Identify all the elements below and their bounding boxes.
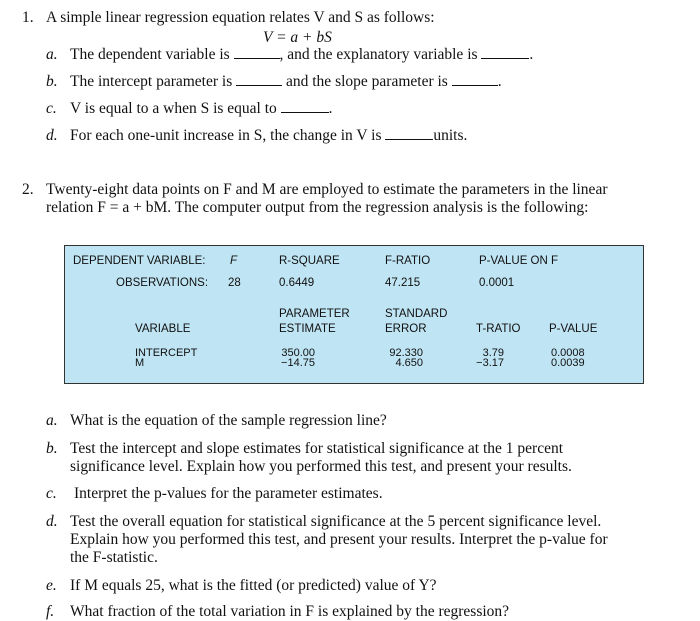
rsq-label: R-SQUARE xyxy=(279,255,340,267)
q2d-line2: Explain how you performed this test, and present your results. Interpret the p-value for xyxy=(70,531,608,548)
row-m-t: −3.17 xyxy=(476,357,504,369)
q1a-blank2[interactable] xyxy=(481,46,529,59)
q2a-text: What is the equation of the sample regression line? xyxy=(70,412,387,429)
q1d-line xyxy=(70,127,467,145)
q1b-line xyxy=(70,73,502,91)
q2-number: 2. xyxy=(22,181,34,198)
q1b-text1: The intercept parameter is xyxy=(70,73,233,90)
q1a-text1: The dependent variable is xyxy=(70,46,230,63)
q1d-text2: units. xyxy=(433,127,468,144)
q1c-text3: . xyxy=(328,100,333,117)
q1b-blank1[interactable] xyxy=(236,73,282,86)
col-param-line1: PARAMETER xyxy=(279,308,350,320)
obs-value: 28 xyxy=(228,277,241,289)
q2-intro-line1: Twenty-eight data points on F and M are employed to estimate the parameters in the linear xyxy=(46,181,608,198)
q1c-blank1[interactable] xyxy=(281,100,329,113)
q2e-text: If M equals 25, what is the fitted (or predicted) value of Y? xyxy=(70,577,437,594)
row-intercept-estimate: 350.00 xyxy=(281,347,315,359)
q1a-label: a. xyxy=(46,46,58,63)
fratio-label: F-RATIO xyxy=(385,255,431,267)
q2d-label: d. xyxy=(46,513,58,530)
fratio-value: 47.215 xyxy=(385,277,421,289)
col-t-ratio: T-RATIO xyxy=(476,323,521,335)
q2a-label: a. xyxy=(46,412,58,429)
q1-number: 1. xyxy=(22,9,34,26)
q2f-text: What fraction of the total variation in F is explained by the regression? xyxy=(70,603,510,620)
row-intercept-se: 92.330 xyxy=(389,347,423,359)
q1b-text2: and the slope parameter is xyxy=(286,73,448,90)
rsq-value: 0.6449 xyxy=(279,277,315,289)
q2c-label: c. xyxy=(46,485,57,502)
dep-var-value: F xyxy=(230,255,238,267)
q1a-text2: , and the explanatory variable is xyxy=(279,46,478,63)
q1b-label: b. xyxy=(46,73,58,90)
q1c-line xyxy=(70,100,333,118)
q2b-line2: significance level. Explain how you performed this test, and present your results. xyxy=(70,458,572,475)
row-m-estimate: −14.75 xyxy=(281,357,315,369)
col-se-line1: STANDARD xyxy=(385,308,448,320)
row-intercept-p: 0.0008 xyxy=(551,347,585,359)
col-p-value: P-VALUE xyxy=(549,323,598,335)
q1a-text3: . xyxy=(529,46,534,63)
p-value-f-value: 0.0001 xyxy=(479,277,515,289)
q1d-text1: For each one-unit increase in S, the change in V is xyxy=(70,127,382,144)
q1b-text3: . xyxy=(497,73,502,90)
q2d-line1: Test the overall equation for statistical significance at the 5 percent significance level. xyxy=(70,513,602,530)
q2-intro-line2: relation F = a + bM. The computer output from the regression analysis is the following: xyxy=(46,199,589,216)
q1-equation: V = a + bS xyxy=(263,29,332,46)
regression-output-table xyxy=(64,245,644,384)
p-value-f-label: P-VALUE ON F xyxy=(479,255,559,267)
q1b-blank2[interactable] xyxy=(452,73,498,86)
q1c-label: c. xyxy=(46,100,57,117)
obs-label: OBSERVATIONS: xyxy=(116,277,209,289)
q1d-blank1[interactable] xyxy=(385,127,433,140)
q2b-line1: Test the intercept and slope estimates for statistical significance at the 1 percent xyxy=(70,440,564,457)
dep-var-label: DEPENDENT VARIABLE: xyxy=(73,255,206,267)
col-param-line2: ESTIMATE xyxy=(279,323,336,335)
col-variable: VARIABLE xyxy=(135,323,191,335)
q2e-label: e. xyxy=(46,577,57,594)
q1c-text1: V is equal to a when S is equal to xyxy=(70,100,277,117)
q2d-line3: the F-statistic. xyxy=(70,549,158,566)
q2b-label: b. xyxy=(46,440,58,457)
q1a-line xyxy=(70,46,533,64)
row-m-p: 0.0039 xyxy=(551,357,585,369)
row-intercept-variable: INTERCEPT xyxy=(135,347,198,359)
row-intercept-t: 3.79 xyxy=(482,347,504,359)
q2c-text: Interpret the p-values for the parameter estimates. xyxy=(74,485,383,502)
q1a-blank1[interactable] xyxy=(234,46,280,59)
col-se-line2: ERROR xyxy=(385,323,427,335)
q2f-label: f. xyxy=(46,603,55,620)
q1d-label: d. xyxy=(46,127,58,144)
q1-intro: A simple linear regression equation relates V and S as follows: xyxy=(46,9,435,26)
row-m-se: 4.650 xyxy=(395,357,423,369)
row-m-variable: M xyxy=(135,357,145,369)
